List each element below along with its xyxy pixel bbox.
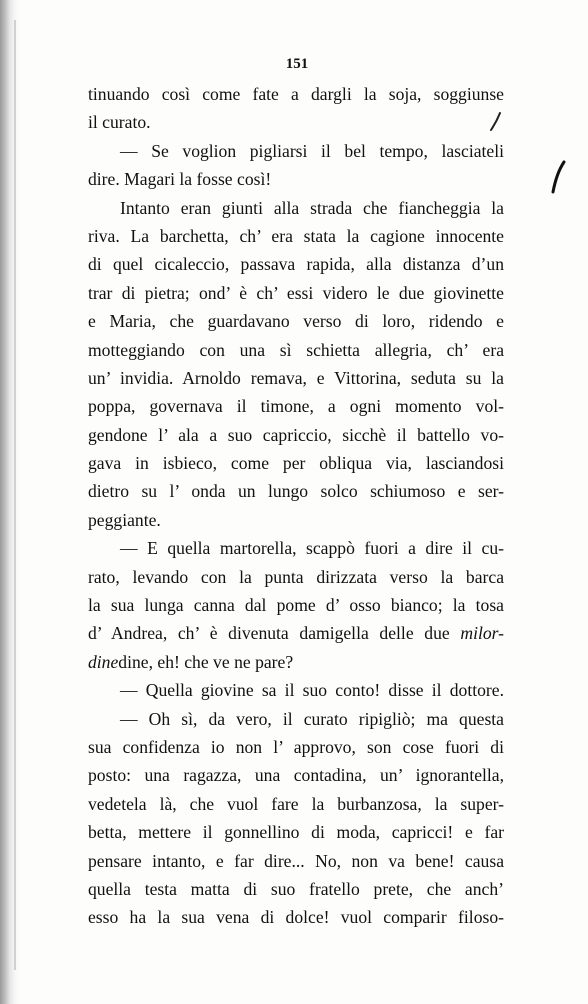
text-line: dire. Magari la fosse così! <box>88 169 272 190</box>
text-line: — Se voglion pigliarsi il bel tempo, lasciateli <box>120 140 504 161</box>
text-line: la sua lunga canna dal pome d’ osso bianco; la tosa <box>88 595 504 616</box>
text-line: esso ha la sua vena di dolce! vuol comparir filoso- <box>88 907 504 928</box>
text-line: sua confidenza io non l’ approvo, son cose fuori di <box>88 736 504 757</box>
ink-mark <box>548 160 568 194</box>
text-line: gendone l’ ala a suo capriccio, sicchè il battello vo- <box>88 424 504 445</box>
page-binding-edge <box>0 0 20 1004</box>
body-text <box>88 80 504 932</box>
text-line: peggiante. <box>88 509 161 530</box>
text-line: pensare intanto, e far dire... No, non va bene! causa <box>88 850 504 871</box>
text-line: di quel cicaleccio, passava rapida, alla distanza d’un <box>88 254 504 275</box>
text-line: Intanto eran giunti alla strada che fiancheggia la <box>120 197 504 218</box>
text-line: tinuando così come fate a dargli la soja, soggiunse <box>88 84 504 104</box>
text-line: vedetela là, che vuol fare la burbanzosa, la super- <box>88 793 504 814</box>
binding-shadow <box>14 20 16 970</box>
text-line: gava in isbieco, come per obliqua via, lasciandosi <box>88 453 504 474</box>
text-line: e Maria, che guardavano verso di loro, ridendo e <box>88 311 504 332</box>
text-line-part: d’ Andrea, ch’ è divenuta damigella delle due <box>88 623 461 644</box>
text-line: posto: una ragazza, una contadina, un’ ignorantella, <box>88 765 504 786</box>
text-line: — Quella giovine sa il suo conto! disse il dottore. <box>120 680 504 701</box>
text-line: il curato. <box>88 112 151 133</box>
text-line: — Oh sì, da vero, il curato ripigliò; ma questa <box>120 708 504 729</box>
text-line: motteggiando con una sì schietta allegria, ch’ era <box>88 339 504 360</box>
text-line: rato, levando con la punta dirizzata verso la barca <box>88 566 504 587</box>
italic-word: milor- <box>460 623 504 644</box>
text-line: quella testa matta di suo fratello prete, che anch’ <box>88 878 504 899</box>
text-line: betta, mettere il gonnellino di moda, capricci! e far <box>88 822 504 843</box>
text-line: trar di pietra; ond’ è ch’ essi videro le due giovinette <box>88 282 504 303</box>
text-line-part: dine, eh! che ve ne pare? <box>118 651 294 672</box>
text-line: un’ invidia. Arnoldo remava, e Vittorina, seduta su la <box>88 367 504 388</box>
italic-word: dine <box>88 651 119 672</box>
text-line <box>88 648 504 676</box>
text-line: riva. La barchetta, ch’ era stata la cagione innocente <box>88 225 504 246</box>
text-line: dietro su l’ onda un lungo solco schiumoso e ser- <box>88 481 504 502</box>
ink-mark <box>488 112 502 132</box>
text-line: poppa, governava il timone, a ogni momento vol- <box>88 396 504 417</box>
page-number: 151 <box>285 56 309 72</box>
text-line <box>88 619 504 647</box>
text-line: — E quella martorella, scappò fuori a dire il cu- <box>120 538 504 559</box>
